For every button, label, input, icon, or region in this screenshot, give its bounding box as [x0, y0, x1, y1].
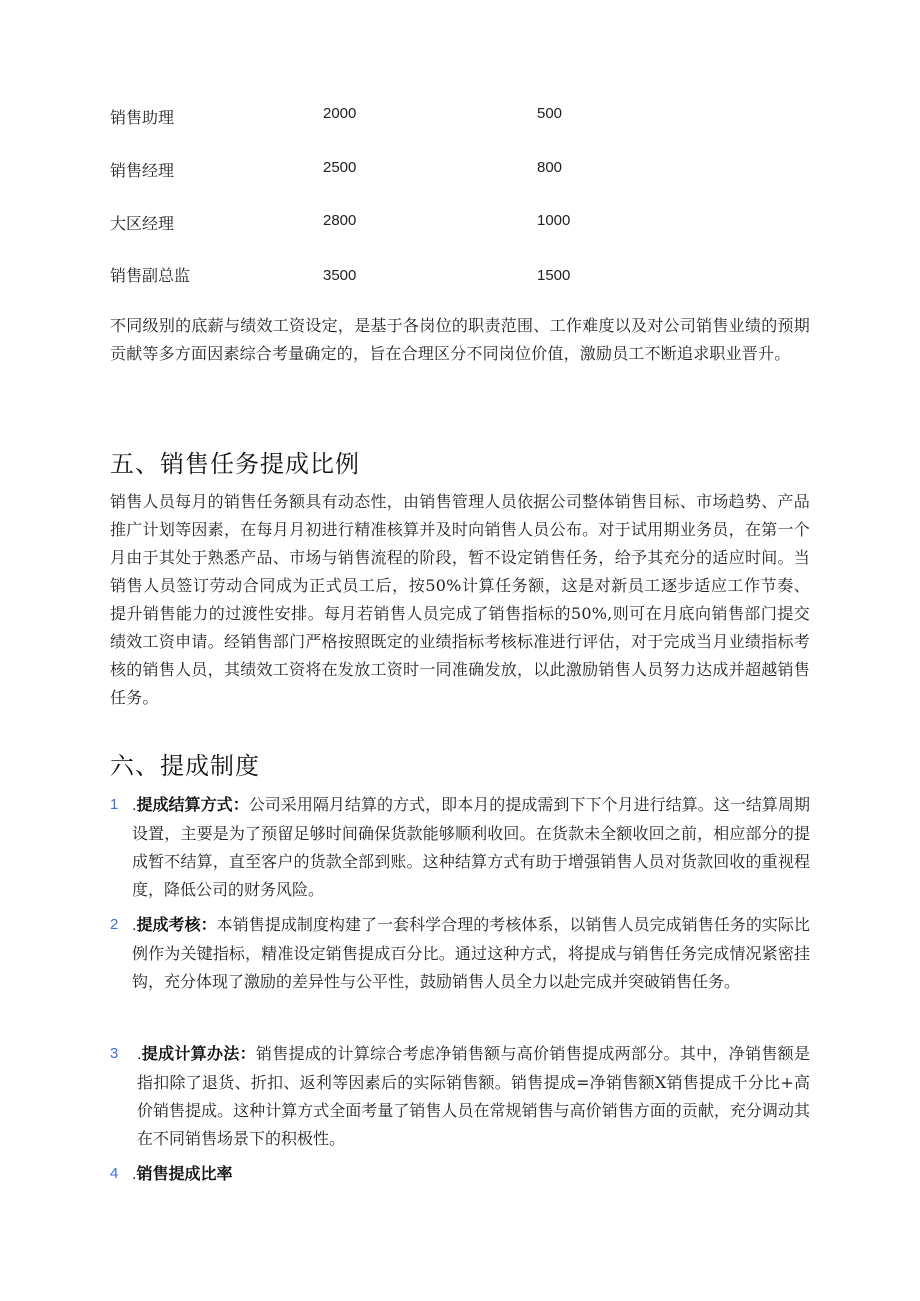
item-title: 提成结算方式：: [136, 795, 249, 814]
position-cell: 销售经理: [110, 161, 175, 180]
section-5-paragraph: 销售人员每月的销售任务额具有动态性，由销售管理人员依据公司整体销售目标、市场趋势、产品推广计划等因素，在每月月初进行精准核算并及时向销售人员公布。对于试用期业务员，在第一个月由于其处于熟悉产品、市场与销售流程的阶段，暂不设定销售任务，给予其充分的适应时间。当销售人员签订劳动合同成为正式员工后，按50%计算任务额，这是对新员工逐步适应工作节奏、提升销售能力的过渡性安排。每月若销售人员完成了销售指标的50%,则可在月底向销售部门提交绩效工资申请。经销售部门严格按照既定的业绩指标考核标准进行评估，对于完成当月业绩指标考核的销售人员，其绩效工资将在发放工资时一同准确发放，以此激励销售人员努力达成并超越销售任务。: [110, 492, 810, 707]
performance-salary-cell: 1000: [537, 212, 571, 229]
performance-salary-cell: 1500: [537, 267, 571, 284]
item-text: 本销售提成制度构建了一套科学合理的考核体系，以销售人员完成销售任务的实际比例作为关键指标，精准设定销售提成百分比。通过这种方式，将提成与销售任务完成情况紧密挂钩，充分体现了激励的差异性与公平性，鼓励销售人员全力以赴完成并突破销售任务。: [132, 915, 810, 991]
table-row: [110, 211, 810, 241]
position-cell: 销售助理: [110, 108, 175, 127]
list-number: 2: [110, 916, 119, 933]
performance-salary-cell: 500: [537, 105, 563, 122]
list-item: 2 .提成考核：本销售提成制度构建了一套科学合理的考核体系，以销售人员完成销售任务的实际比例作为关键指标，精准设定销售提成百分比。通过这种方式，将提成与销售任务完成情况紧密挂钩，充分体现了激励的差异性与公平性，鼓励销售人员全力以赴完成并突破销售任务。: [110, 911, 810, 996]
table-row: [110, 158, 810, 188]
base-salary-cell: 2500: [323, 159, 357, 176]
item-title: 提成计算办法：: [141, 1044, 256, 1063]
list-number: 1: [110, 796, 119, 813]
table-row: [110, 105, 810, 135]
base-salary-cell: 3500: [323, 267, 357, 284]
item-title: 提成考核：: [136, 915, 217, 934]
base-salary-cell: 2000: [323, 105, 357, 122]
item-text: 销售提成的计算综合考虑净销售额与高价销售提成两部分。其中，净销售额是指扣除了退货、折扣、返利等因素后的实际销售额。销售提成=净销售额X销售提成千分比+高价销售提成。这种计算方式全面考量了销售人员在常规销售与高价销售方面的贡献，充分调动其在不同销售场景下的积极性。: [137, 1044, 810, 1148]
item-title: 销售提成比率: [136, 1164, 233, 1183]
list-item: 4 .销售提成比率: [110, 1160, 810, 1189]
section-5-heading: 五、销售任务提成比例: [110, 450, 360, 478]
list-number: 3: [110, 1045, 119, 1062]
list-number: 4: [110, 1165, 119, 1182]
list-item: 3 .提成计算办法：销售提成的计算综合考虑净销售额与高价销售提成两部分。其中，净销售额是指扣除了退货、折扣、返利等因素后的实际销售额。销售提成=净销售额X销售提成千分比+高价销售提成。这种计算方式全面考量了销售人员在常规销售与高价销售方面的贡献，充分调动其在不同销售场景下的积极性。: [110, 1040, 810, 1153]
performance-salary-cell: 800: [537, 159, 563, 176]
position-cell: 销售副总监: [110, 266, 191, 285]
section-6-heading: 六、提成制度: [110, 752, 260, 780]
position-cell: 大区经理: [110, 214, 175, 233]
item-text: 公司采用隔月结算的方式，即本月的提成需到下下个月进行结算。这一结算周期设置，主要是为了预留足够时间确保货款能够顺利收回。在货款未全额收回之前，相应部分的提成暂不结算，直至客户的货款全部到账。这种结算方式有助于增强销售人员对货款回收的重视程度，降低公司的财务风险。: [132, 795, 810, 899]
level-note-paragraph: 不同级别的底薪与绩效工资设定，是基于各岗位的职责范围、工作难度以及对公司销售业绩的预期贡献等多方面因素综合考量确定的，旨在合理区分不同岗位价值，激励员工不断追求职业晋升。: [110, 316, 810, 363]
list-item: 1 .提成结算方式：公司采用隔月结算的方式，即本月的提成需到下下个月进行结算。这一结算周期设置，主要是为了预留足够时间确保货款能够顺利收回。在货款未全额收回之前，相应部分的提成暂不结算，直至客户的货款全部到账。这种结算方式有助于增强销售人员对货款回收的重视程度，降低公司的财务风险。: [110, 791, 810, 904]
table-row: [110, 263, 810, 293]
base-salary-cell: 2800: [323, 212, 357, 229]
